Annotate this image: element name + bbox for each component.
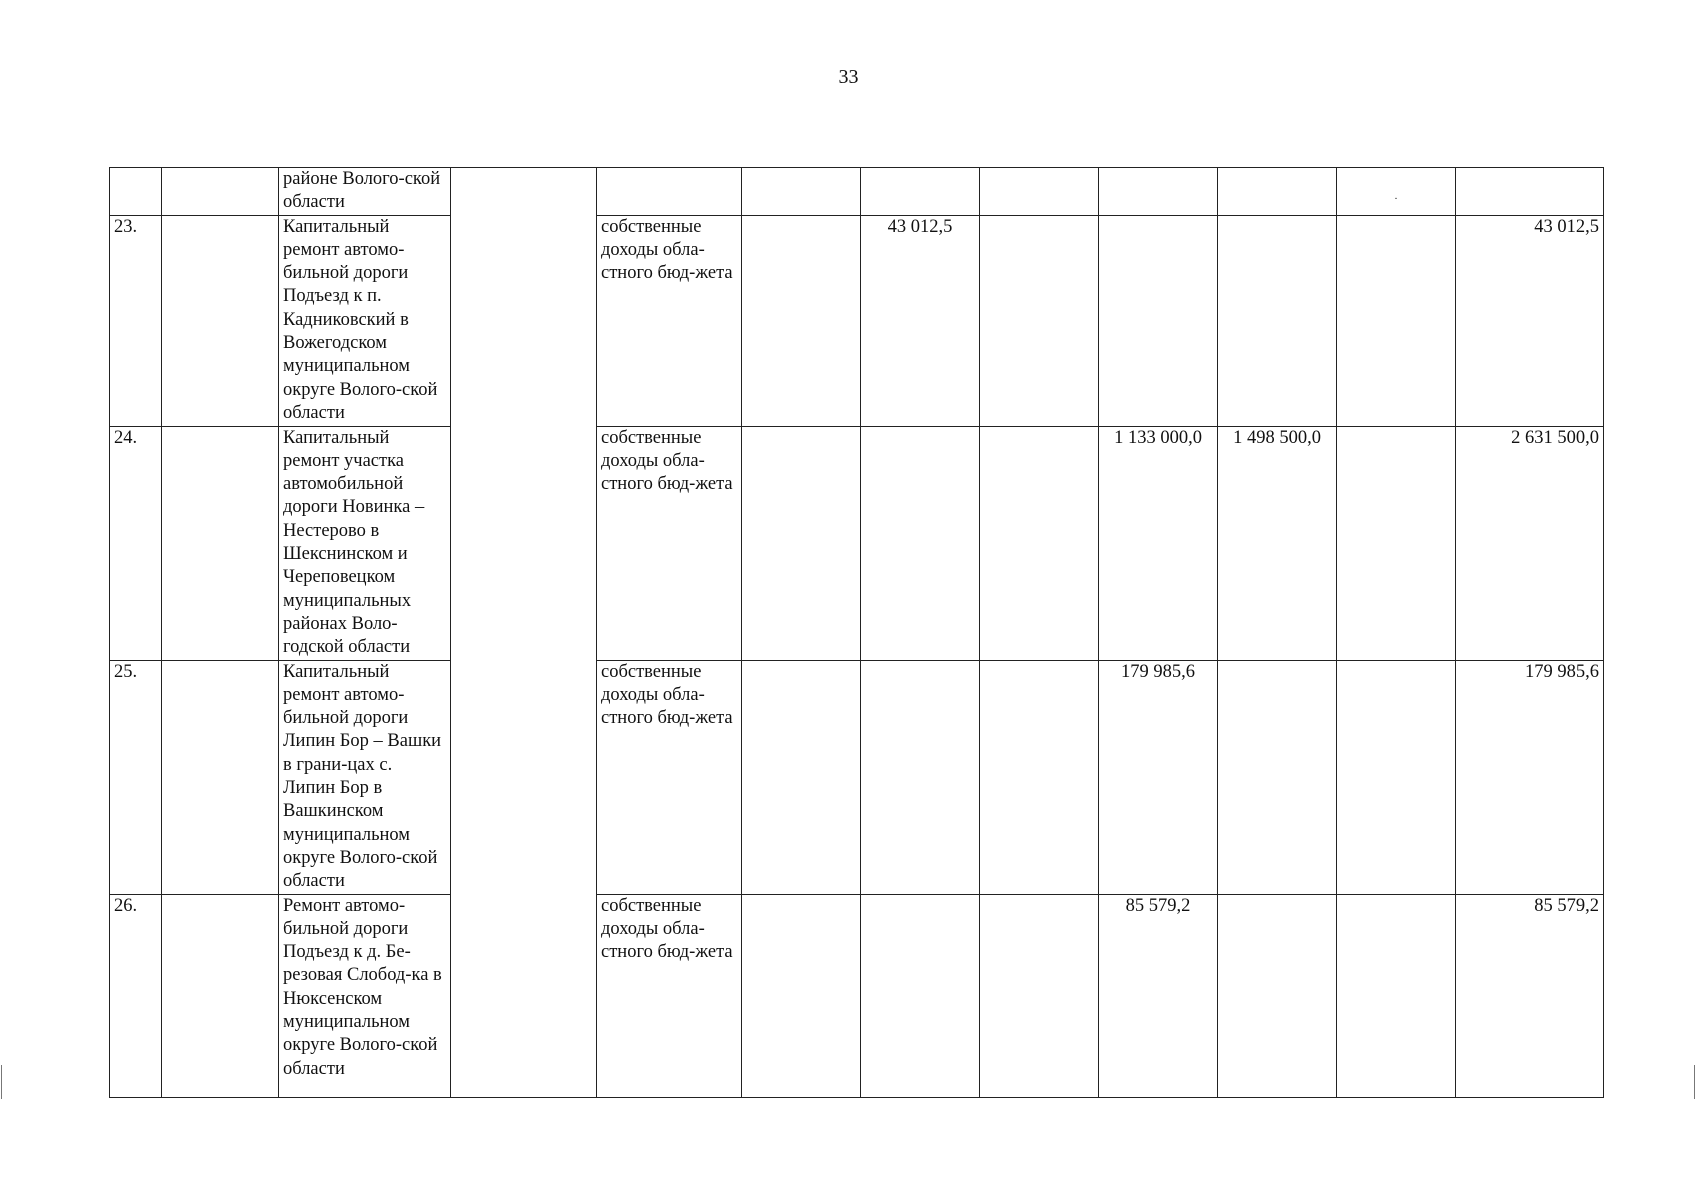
cell-value: [742, 215, 861, 426]
cell-num: [110, 168, 162, 216]
cell-name: районе Волого-ской области: [279, 168, 451, 216]
cell-value: [742, 168, 861, 216]
cell-value: [1337, 215, 1456, 426]
cell-source: собственные доходы обла-стного бюд-жета: [597, 894, 742, 1097]
cell-code: [162, 660, 279, 894]
table-row: [110, 215, 1604, 426]
cell-value: 85 579,2: [1099, 894, 1218, 1097]
scan-edge-mark-right: [1694, 1065, 1695, 1099]
cell-value: [980, 168, 1099, 216]
cell-value: [742, 426, 861, 660]
cell-value: [1099, 168, 1218, 216]
cell-source: собственные доходы обла-стного бюд-жета: [597, 660, 742, 894]
stray-dot: .: [1394, 191, 1398, 202]
cell-source: [597, 168, 742, 216]
cell-num: 23.: [110, 215, 162, 426]
cell-value: [980, 660, 1099, 894]
cell-name: Ремонт автомо-бильной дороги Подъезд к д. Бе-резовая Слобод-ка в Нюксенском муниципальном округе Волого-ской области: [279, 894, 451, 1097]
cell-value: 43 012,5: [861, 215, 980, 426]
cell-value: [861, 426, 980, 660]
table-row: [110, 660, 1604, 894]
cell-value: [1337, 660, 1456, 894]
cell-total: [1456, 168, 1604, 216]
cell-value: [861, 168, 980, 216]
cell-name: Капитальный ремонт участка автомобильной дороги Новинка – Нестерово в Шекснинском и Череповецком муниципальных районах Воло-годской области: [279, 426, 451, 660]
cell-value: [742, 660, 861, 894]
cell-num: 26.: [110, 894, 162, 1097]
cell-value: [980, 894, 1099, 1097]
cell-code: [162, 168, 279, 216]
cell-num: 24.: [110, 426, 162, 660]
cell-total: 2 631 500,0: [1456, 426, 1604, 660]
table-row-carryover: [110, 168, 1604, 216]
cell-value: 1 498 500,0: [1218, 426, 1337, 660]
cell-total: 43 012,5: [1456, 215, 1604, 426]
cell-code: [162, 215, 279, 426]
cell-total: 85 579,2: [1456, 894, 1604, 1097]
budget-table: [109, 167, 1604, 1098]
cell-value: [861, 660, 980, 894]
cell-code: [162, 426, 279, 660]
cell-total: 179 985,6: [1456, 660, 1604, 894]
scan-edge-mark-left: [1, 1065, 2, 1099]
cell-value: [1218, 168, 1337, 216]
cell-name: Капитальный ремонт автомо-бильной дороги Липин Бор – Вашки в грани-цах с. Липин Бор в Вашкинском муниципальном округе Волого-ской области: [279, 660, 451, 894]
cell-source: собственные доходы обла-стного бюд-жета: [597, 426, 742, 660]
table-row: [110, 426, 1604, 660]
cell-num: 25.: [110, 660, 162, 894]
page-number: 33: [838, 66, 859, 88]
table-row: [110, 894, 1604, 1097]
cell-value: [1218, 215, 1337, 426]
cell-value: [980, 426, 1099, 660]
cell-value: [1337, 894, 1456, 1097]
cell-code: [162, 894, 279, 1097]
cell-value: [980, 215, 1099, 426]
cell-name: Капитальный ремонт автомо-бильной дороги Подъезд к п. Кадниковский в Вожегодском муниципальном округе Волого-ской области: [279, 215, 451, 426]
cell-value: 179 985,6: [1099, 660, 1218, 894]
cell-value: [1337, 426, 1456, 660]
cell-value: [861, 894, 980, 1097]
cell-value: [1218, 894, 1337, 1097]
cell-source: собственные доходы обла-стного бюд-жета: [597, 215, 742, 426]
cell-value: [1337, 168, 1456, 216]
cell-value: [1099, 215, 1218, 426]
cell-value: 1 133 000,0: [1099, 426, 1218, 660]
cell-value: [742, 894, 861, 1097]
cell-merged-executor: [451, 168, 597, 1098]
cell-value: [1218, 660, 1337, 894]
